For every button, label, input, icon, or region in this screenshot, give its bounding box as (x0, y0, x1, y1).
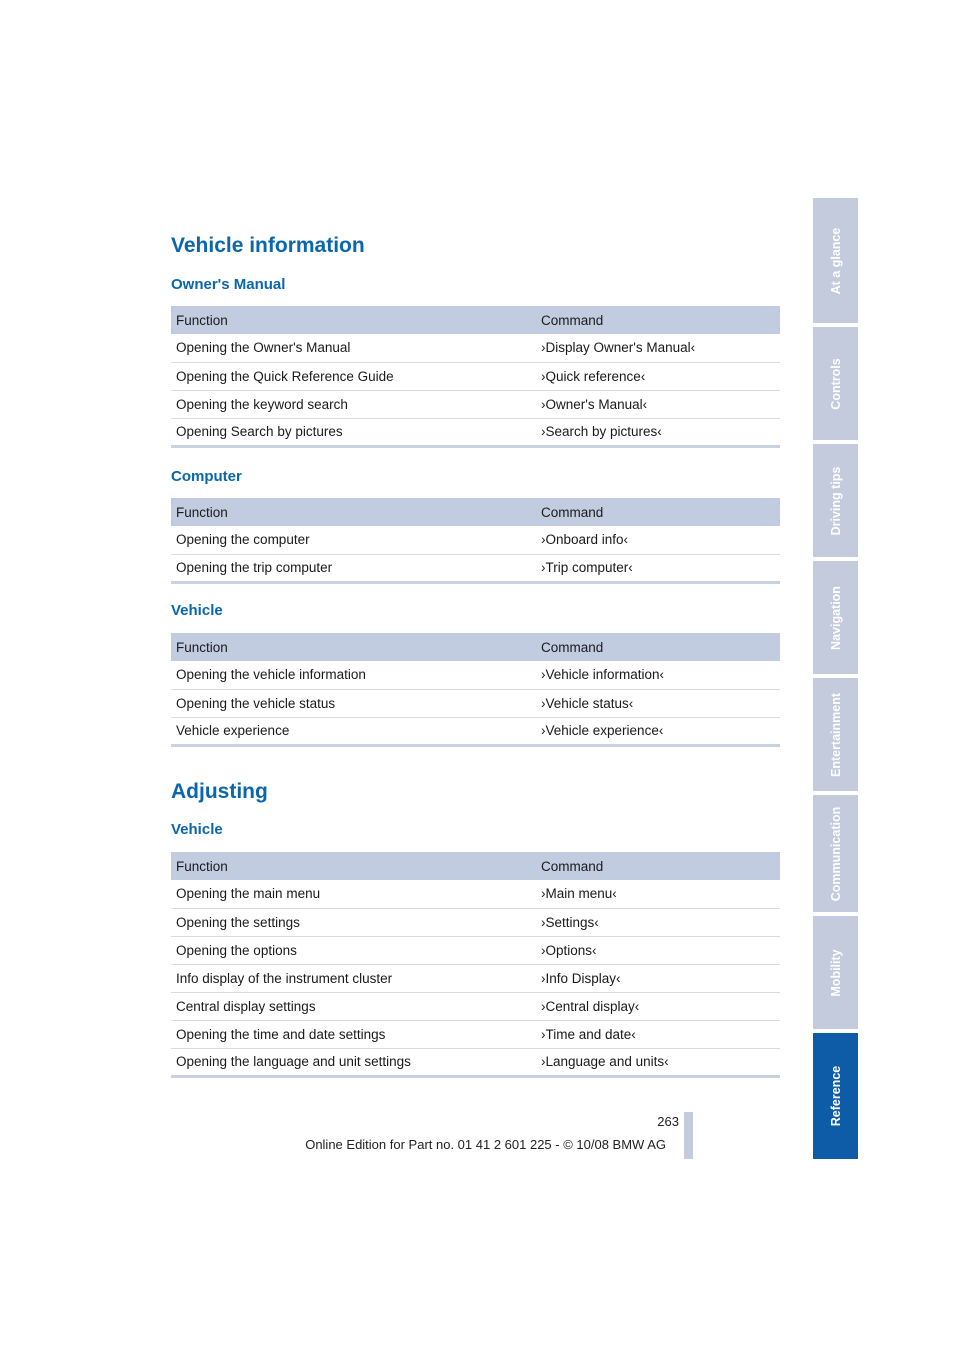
tab-label: At a glance (828, 227, 843, 294)
function-cell: Opening the vehicle status (171, 689, 536, 717)
tab-mobility[interactable] (813, 916, 858, 1029)
command-cell: ›Vehicle information‹ (536, 661, 780, 689)
command-cell: ›Language and units‹ (536, 1048, 780, 1076)
command-cell: ›Time and date‹ (536, 1020, 780, 1048)
table-adjusting-vehicle (171, 852, 780, 1078)
table-row (171, 390, 780, 418)
table-row (171, 936, 780, 964)
subsection-title-vehicle-adjusting: Vehicle (171, 821, 223, 838)
table-row (171, 418, 780, 446)
function-cell: Opening the trip computer (171, 554, 536, 582)
page-number: 263 (657, 1114, 679, 1129)
command-cell: ›Search by pictures‹ (536, 418, 780, 446)
column-header-function: Function (171, 306, 536, 334)
column-header-command: Command (536, 306, 780, 334)
command-cell: ›Main menu‹ (536, 880, 780, 908)
command-cell: ›Quick reference‹ (536, 362, 780, 390)
command-cell: ›Owner's Manual‹ (536, 390, 780, 418)
function-cell: Opening the time and date settings (171, 1020, 536, 1048)
tab-reference[interactable] (813, 1033, 858, 1159)
command-cell: ›Settings‹ (536, 908, 780, 936)
tab-driving-tips[interactable] (813, 444, 858, 557)
column-header-function: Function (171, 633, 536, 661)
tab-label: Communication (828, 806, 843, 901)
function-cell: Opening the vehicle information (171, 661, 536, 689)
subsection-title-owners-manual: Owner's Manual (171, 276, 286, 293)
function-cell: Opening the keyword search (171, 390, 536, 418)
section-title-vehicle-information: Vehicle information (171, 234, 365, 257)
table-header-row (171, 633, 780, 661)
function-cell: Vehicle experience (171, 717, 536, 745)
function-cell: Opening the settings (171, 908, 536, 936)
column-header-command: Command (536, 633, 780, 661)
function-cell: Central display settings (171, 992, 536, 1020)
column-header-function: Function (171, 498, 536, 526)
table-row (171, 717, 780, 745)
tab-controls[interactable] (813, 327, 858, 440)
command-cell: ›Central display‹ (536, 992, 780, 1020)
table-row (171, 880, 780, 908)
table-row (171, 334, 780, 362)
tab-label: Entertainment (828, 692, 843, 777)
function-cell: Opening the main menu (171, 880, 536, 908)
tab-label: Mobility (828, 948, 843, 997)
table-row (171, 964, 780, 992)
function-cell: Info display of the instrument cluster (171, 964, 536, 992)
table-owners-manual (171, 306, 780, 448)
tab-communication[interactable] (813, 795, 858, 912)
function-cell: Opening the computer (171, 526, 536, 554)
function-cell: Opening the options (171, 936, 536, 964)
command-cell: ›Trip computer‹ (536, 554, 780, 582)
table-row (171, 526, 780, 554)
table-row (171, 362, 780, 390)
command-cell: ›Info Display‹ (536, 964, 780, 992)
column-header-command: Command (536, 498, 780, 526)
table-row (171, 689, 780, 717)
tab-label: Reference (828, 1065, 843, 1127)
command-cell: ›Onboard info‹ (536, 526, 780, 554)
table-header-row (171, 498, 780, 526)
table-row (171, 1048, 780, 1076)
page-number-marker (684, 1112, 693, 1159)
command-cell: ›Options‹ (536, 936, 780, 964)
subsection-title-computer: Computer (171, 468, 242, 485)
tab-navigation[interactable] (813, 561, 858, 674)
table-row (171, 554, 780, 582)
table-row (171, 661, 780, 689)
tab-at-a-glance[interactable] (813, 198, 858, 323)
table-row (171, 992, 780, 1020)
table-computer (171, 498, 780, 584)
table-vehicle-info (171, 633, 780, 747)
subsection-title-vehicle: Vehicle (171, 602, 223, 619)
function-cell: Opening the Owner's Manual (171, 334, 536, 362)
function-cell: Opening the language and unit settings (171, 1048, 536, 1076)
tab-entertainment[interactable] (813, 678, 858, 791)
table-header-row (171, 306, 780, 334)
table-row (171, 1020, 780, 1048)
function-cell: Opening Search by pictures (171, 418, 536, 446)
table-header-row (171, 852, 780, 880)
table-row (171, 908, 780, 936)
command-cell: ›Vehicle status‹ (536, 689, 780, 717)
column-header-command: Command (536, 852, 780, 880)
command-cell: ›Display Owner's Manual‹ (536, 334, 780, 362)
section-title-adjusting: Adjusting (171, 780, 268, 803)
tab-label: Navigation (828, 585, 843, 650)
column-header-function: Function (171, 852, 536, 880)
tab-label: Driving tips (828, 466, 843, 535)
function-cell: Opening the Quick Reference Guide (171, 362, 536, 390)
command-cell: ›Vehicle experience‹ (536, 717, 780, 745)
tab-label: Controls (828, 357, 843, 410)
footer-edition-note: Online Edition for Part no. 01 41 2 601 225 - © 10/08 BMW AG (305, 1137, 666, 1152)
